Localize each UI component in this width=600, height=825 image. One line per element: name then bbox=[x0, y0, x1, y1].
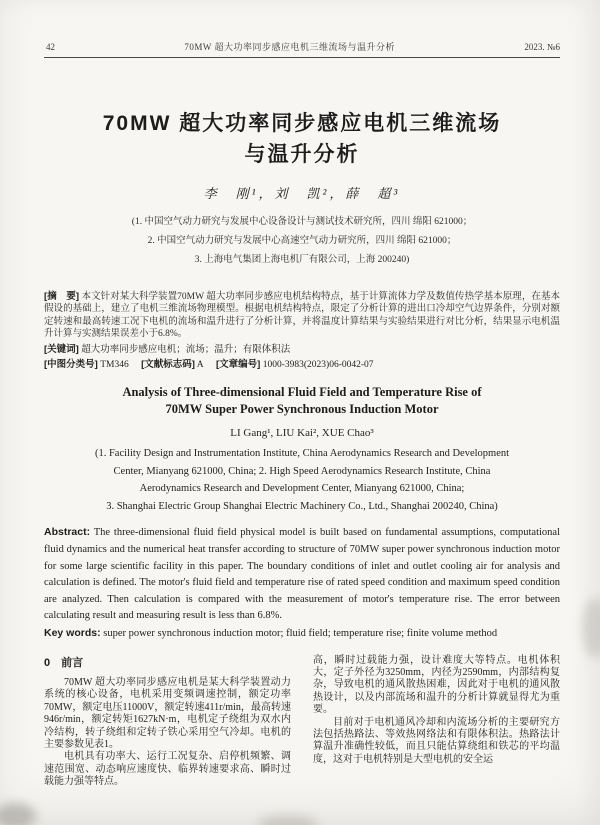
issue-info: 2023. №6 bbox=[524, 42, 560, 52]
intro-paragraph: 电机具有功率大、运行工况复杂、启停机频繁、调速范围宽、动态响应速度快、临界转速要求高、瞬时过载能力强等特点。 bbox=[44, 751, 291, 788]
affiliation-en-line: Center, Mianyang 621000, China; 2. High Speed Aerodynamics Research Institute, China bbox=[113, 465, 491, 477]
section-heading-intro: 0 前言 bbox=[44, 656, 84, 669]
body-column-right bbox=[313, 655, 560, 789]
page-header bbox=[46, 40, 560, 53]
body-column-left bbox=[44, 655, 291, 789]
paper-title-cn-line1: 70MW 超大功率同步感应电机三维流场 bbox=[102, 112, 502, 135]
abstract-en bbox=[44, 524, 560, 625]
abstract-cn bbox=[44, 291, 560, 341]
affiliation-en-line: Aerodynamics Research and Development Center, Mianyang 621000, China; bbox=[139, 483, 465, 495]
keywords-en-label: Key words: bbox=[44, 627, 101, 639]
classification-line bbox=[44, 359, 560, 371]
authors-cn: 李 刚¹，刘 凯²，薛 超³ bbox=[203, 186, 401, 201]
running-title: 70MW 超大功率同步感应电机三维流场与温升分析 bbox=[184, 42, 395, 52]
affiliation-cn-line: (1. 中国空气动力研究与发展中心设备设计与测试技术研究所，四川 绵阳 621000； bbox=[131, 217, 473, 227]
intro-paragraph-continued: 高，瞬时过载能力强，设计难度大等特点。电机体积大，定子外径为3250mm，内径为2590mm，内部结构复杂，导致电机的通风散热困难，因此对于电机的通风散热设计，以及内部流场和温升的分析计算就显得尤为重要。 bbox=[313, 654, 560, 716]
paper-title-cn bbox=[44, 108, 560, 170]
abstract-en-label: Abstract: bbox=[44, 526, 91, 539]
paper-title-en bbox=[44, 384, 560, 418]
article-id-value: 1000-3983(2023)06-0042-07 bbox=[262, 360, 374, 371]
clc-label: [中图分类号] bbox=[44, 359, 98, 371]
intro-paragraph: 70MW 超大功率同步感应电机是某大科学装置动力系统的核心设备，电机采用变频调速控制，额定功率70MW，额定电压11000V，额定转速411r/min，最高转速946r/min，额定转矩1627kN·m，电机定子绕组为双水内冷结构，转子绕组和定转子铁心采用空气冷却。电机的主要参数见表1。 bbox=[44, 677, 291, 751]
paper-content bbox=[44, 58, 560, 825]
affiliations-en bbox=[44, 445, 560, 515]
keywords-en bbox=[44, 625, 560, 643]
keywords-cn-text: 超大功率同步感应电机；流场；温升；有限体积法 bbox=[81, 344, 291, 355]
affiliation-cn-line: 2. 中国空气动力研究与发展中心高速空气动力研究所，四川 绵阳 621000； bbox=[147, 236, 457, 246]
affiliations-cn bbox=[44, 213, 560, 270]
affiliation-en-line: 3. Shanghai Electric Group Shanghai Electric Machinery Co., Ltd., Shanghai 200240, China) bbox=[106, 500, 498, 512]
paper-title-cn-line2: 与温升分析 bbox=[244, 143, 360, 166]
intro-paragraph: 目前对于电机通风冷却和内流场分析的主要研究方法包括热路法、等效热网络法和有限体积法。热路法计算温升准确性较低，而且只能估算绕组和铁芯的平均温度，这对于电机特别是大型电机的安全运 bbox=[313, 716, 560, 765]
article-id-label: [文章编号] bbox=[216, 359, 261, 371]
keywords-en-text: super power synchronous induction motor; fluid field; temperature rise; finite volume method bbox=[103, 628, 498, 639]
scan-artifact bbox=[582, 598, 600, 658]
affiliation-en-line: (1. Facility Design and Instrumentation Institute, China Aerodynamics Research and Development bbox=[94, 448, 510, 460]
paper-title-en-line1: Analysis of Three-dimensional Fluid Field and Temperature Rise of bbox=[122, 385, 482, 400]
keywords-cn-label: [关键词] bbox=[44, 343, 79, 355]
clc-value: TM346 bbox=[100, 360, 129, 371]
doc-code-label: [文献标志码] bbox=[141, 359, 195, 371]
authors-en: LI Gang¹, LIU Kai², XUE Chao³ bbox=[230, 427, 374, 440]
keywords-cn bbox=[44, 344, 560, 356]
affiliation-cn-line: 3. 上海电气集团上海电机厂有限公司，上海 200240) bbox=[194, 255, 410, 265]
abstract-en-text: The three-dimensional fluid field physical model is built based on fundamental assumptions, computational fluid dynamics and the numerical heat transfer according to structure of 70MW super power synchronous induction motor for some large scientific facility in this paper. The boundary conditions of inlet and outlet cooling air for analysis and calculation is defined. The motor's fluid field and temperature rise of rated speed condition and maximum speed condition are analyzed. Then calculation is compared with the measurement of motor's temperature rise. The error between calculating result and measuring result is less than 6.8%. bbox=[44, 527, 560, 622]
page-number: 42 bbox=[46, 42, 55, 52]
abstract-cn-text: 本文针对某大科学装置70MW 超大功率同步感应电机结构特点，基于计算流体力学及数值传热学基本原理，在基本假设的基础上，建立了电机三维流场物理模型。根据电机结构特点，限定了分析计算的进出口冷却空气边界条件，分别对额定转速和最高转速工况下电机的流场和温升进行了分析计算，并将温度计算结果与实验结果进行对比分析，结果显示电机温升计算与实测结果误差小于6.8%。 bbox=[44, 292, 560, 340]
paper-title-en-line2: 70MW Super Power Synchronous Induction Motor bbox=[165, 402, 439, 417]
abstract-cn-label: [摘 要] bbox=[44, 291, 80, 302]
doc-code-value: A bbox=[196, 360, 204, 371]
body-columns bbox=[44, 655, 560, 789]
scan-artifact bbox=[0, 803, 36, 825]
